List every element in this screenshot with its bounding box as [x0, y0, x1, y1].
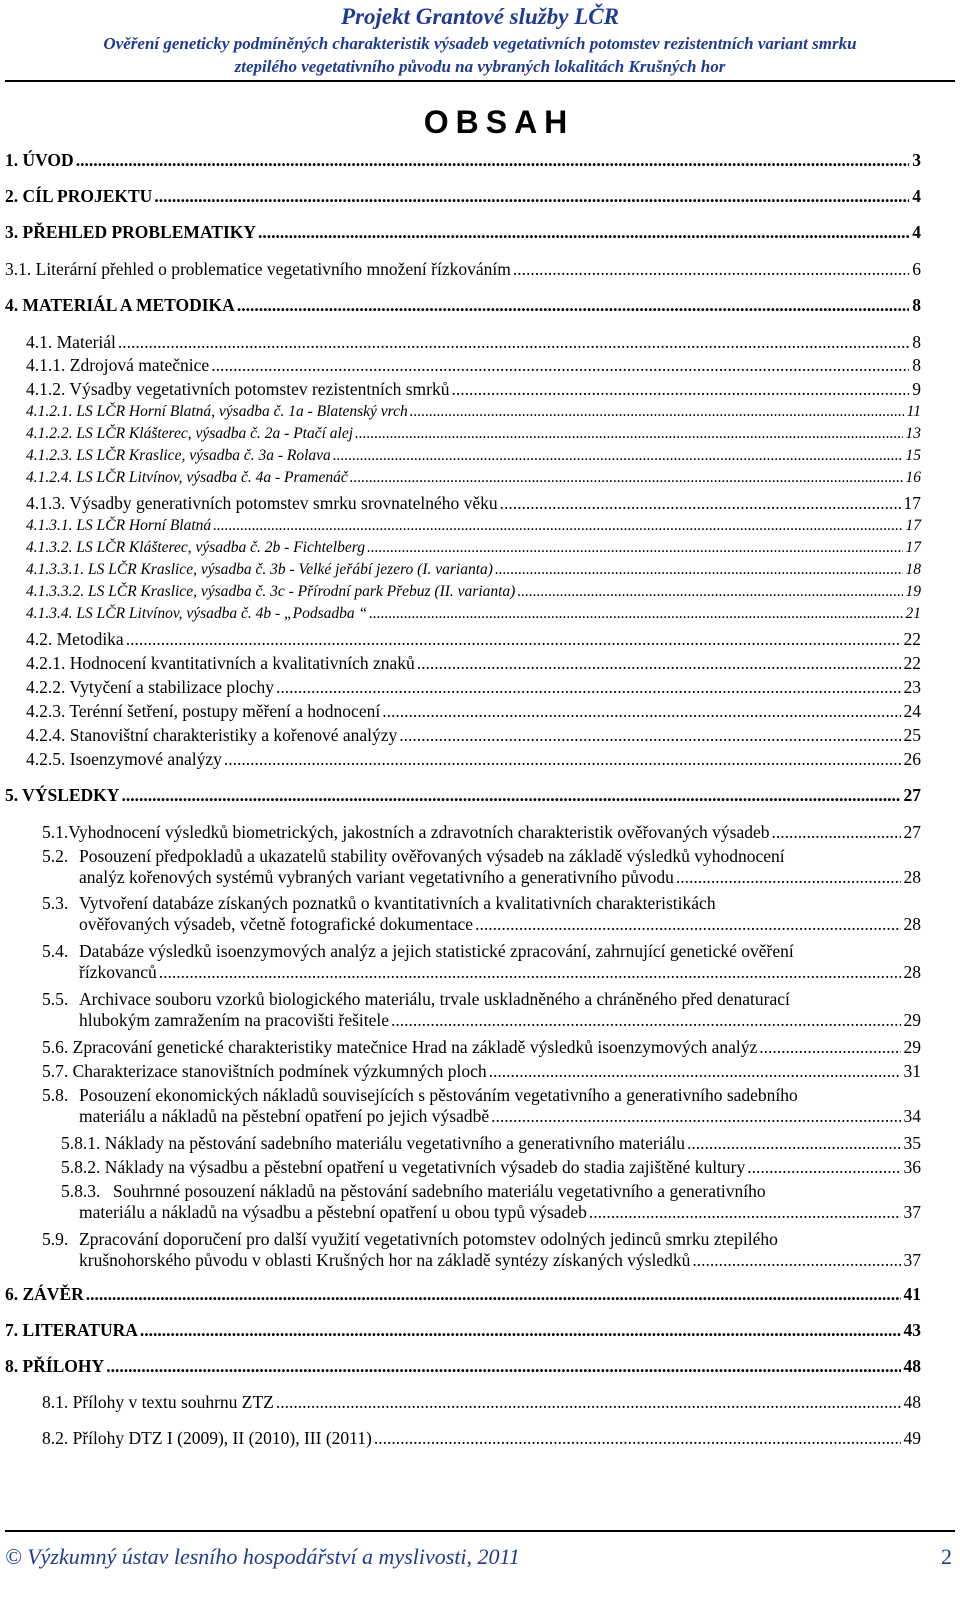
toc-leader: [333, 447, 903, 465]
toc-entry-number: 5.3.: [42, 893, 69, 913]
toc-entry-text: 4.2.3. Terénní šetření, postupy měření a hodnocení: [26, 701, 381, 721]
toc-leader: [121, 785, 900, 806]
toc-entry-5-1[interactable]: [42, 822, 921, 843]
toc-page: 48: [903, 1356, 921, 1376]
toc-leader: [759, 1037, 900, 1058]
toc-entry-text: Souhrnné posouzení nákladů na pěstování sadebního materiálu vegetativního a generativního: [113, 1181, 766, 1201]
toc-leader: [355, 425, 902, 443]
toc-entry-number: 5.8.3.: [61, 1181, 101, 1201]
toc-page: 3: [912, 150, 921, 170]
toc-leader: [491, 1106, 900, 1127]
toc-page: 8: [912, 332, 921, 352]
toc-leader: [118, 332, 909, 353]
project-subtitle-line2: ztepilého vegetativního původu na vybraných lokalitách Krušných hor: [234, 57, 726, 76]
toc-entry-5-7[interactable]: [0, 1061, 960, 1085]
toc-entry-5-8-1[interactable]: [0, 1133, 960, 1157]
toc-entry-5-8[interactable]: [42, 1085, 921, 1127]
toc-entry-3[interactable]: [0, 222, 960, 246]
toc-entry-text: 4.1. Materiál: [26, 332, 116, 352]
toc-entry-text-cont: materiálu a nákladů na výsadbu a pěstební opatření u obou typů výsadeb: [79, 1202, 587, 1222]
toc-entry-4-1-3-4[interactable]: [0, 605, 960, 629]
toc-entry-4-2-1[interactable]: [0, 653, 960, 677]
toc-page: 23: [903, 677, 921, 697]
toc-entry-text: 1. ÚVOD: [5, 150, 74, 170]
toc-entry-6[interactable]: [0, 1284, 960, 1308]
toc-entry-text: 4.1.2. Výsadby vegetativních potomstev rezistentních smrků: [26, 379, 450, 399]
toc-leader: [589, 1202, 901, 1223]
toc-entry-text: Zpracování doporučení pro další využití vegetativních potomstev odolných jedinců smrku ztepilého: [79, 1229, 778, 1249]
toc-entry-number: 5.1.: [42, 822, 69, 842]
toc-entry-4-1-3-3-2[interactable]: [0, 583, 960, 607]
toc-page: 27: [903, 822, 921, 842]
toc-entry-text: 3. PŘEHLED PROBLEMATIKY: [5, 222, 257, 242]
toc-entry-number: 5.9.: [42, 1229, 69, 1249]
toc-entry-4-1-2-3[interactable]: [0, 447, 960, 471]
toc-entry-1[interactable]: [0, 150, 960, 174]
toc-entry-text: 4. MATERIÁL A METODIKA: [5, 295, 235, 315]
toc-entry-5[interactable]: [0, 785, 960, 809]
toc-page: 4: [912, 186, 921, 206]
toc-entry-text: 4.1.3. Výsadby generativních potomstev smrku srovnatelného věku: [26, 493, 498, 513]
toc-page: 24: [903, 701, 921, 721]
toc-entry-text-cont: analýz kořenových systémů vybraných variant vegetativního a generativního původu: [79, 867, 674, 887]
toc-entry-4-1-3[interactable]: [0, 493, 960, 517]
toc-entry-4-1-2-4[interactable]: [0, 469, 960, 493]
toc-page: 29: [903, 1037, 921, 1057]
toc-leader: [106, 1356, 900, 1377]
toc-entry-5-8-2[interactable]: [0, 1157, 960, 1181]
toc-page: 26: [903, 749, 921, 769]
toc-entry-text: Archivace souboru vzorků biologického materiálu, trvale uskladněného a chráněného před denaturací: [79, 989, 790, 1009]
toc-entry-text: 5.8.2. Náklady na výsadbu a pěstební opatření u vegetativních výsadeb do stadia zajištěné kultury: [61, 1157, 746, 1177]
toc-entry-number: 5.2.: [42, 846, 69, 866]
toc-entry-4-1-2[interactable]: [0, 379, 960, 403]
toc-page: 9: [912, 379, 921, 399]
toc-page: 48: [903, 1392, 921, 1412]
toc-entry-5-2[interactable]: [42, 846, 921, 888]
toc-entry-text: 4.2.4. Stanovištní charakteristiky a kořenové analýzy: [26, 725, 398, 745]
toc-page: 27: [903, 785, 921, 805]
toc-leader: [237, 295, 909, 316]
toc-entry-4-1[interactable]: [0, 332, 960, 356]
toc-entry-text: 4.1.2.4. LS LČR Litvínov, výsadba č. 4a - Pramenáč: [26, 469, 348, 486]
toc-entry-text: Posouzení ekonomických nákladů souvisejících s pěstováním vegetativního a generativního sadebního: [79, 1085, 798, 1105]
toc-leader: [500, 493, 901, 514]
toc-entry-7[interactable]: [0, 1320, 960, 1344]
toc-entry-text: Vytvoření databáze získaných poznatků o kvantitativních a kvalitativních charakteristikách: [79, 893, 716, 913]
toc-entry-text: 5.7. Charakterizace stanovištních podmínek výzkumných ploch: [42, 1061, 487, 1081]
toc-entry-3-1[interactable]: [0, 259, 960, 283]
toc-leader: [410, 403, 904, 421]
toc-entry-4-1-3-2[interactable]: [0, 539, 960, 563]
toc-entry-text-cont: ověřovaných výsadeb, včetně fotografické dokumentace: [79, 914, 474, 934]
toc-entry-text: 4.1.1. Zdrojová matečnice: [26, 355, 210, 375]
toc-page: 49: [903, 1428, 921, 1448]
toc-leader: [276, 1392, 901, 1413]
toc-entry-text: 8.2. Přílohy DTZ I (2009), II (2010), III (2011): [42, 1428, 372, 1448]
toc-page: 8: [912, 295, 921, 315]
toc-page: 21: [905, 605, 921, 622]
footer-copyright: © Výzkumný ústav lesního hospodářství a myslivosti, 2011: [5, 1544, 520, 1569]
toc-page: 17: [905, 517, 921, 534]
project-title: Projekt Grantové služby LČR: [341, 4, 619, 29]
toc-entry-text: 4.1.2.1. LS LČR Horní Blatná, výsadba č. 1a - Blatenský vrch: [26, 403, 408, 420]
toc-leader: [417, 653, 901, 674]
toc-entry-text: 6. ZÁVĚR: [5, 1284, 84, 1304]
project-subtitle-line1: Ověření geneticky podmíněných charakteristik výsadeb vegetativních potomstev rezistentních variant smrku: [103, 34, 857, 53]
toc-entry-text: 4.1.3.3.1. LS LČR Kraslice, výsadba č. 3b - Velké jeřábí jezero (I. varianta): [26, 561, 493, 578]
toc-leader: [382, 701, 900, 722]
toc-entry-text: 4.2.2. Vytyčení a stabilizace plochy: [26, 677, 275, 697]
toc-leader: [692, 1250, 900, 1271]
toc-page: 22: [903, 629, 921, 649]
toc-entry-4-1-3-3-1[interactable]: [0, 561, 960, 585]
toc-entry-text: 8. PŘÍLOHY: [5, 1356, 105, 1376]
toc-page: 22: [903, 653, 921, 673]
toc-entry-number: 5.8.: [42, 1085, 69, 1105]
toc-entry-text: 4.1.3.3.2. LS LČR Kraslice, výsadba č. 3c - Přírodní park Přebuz (II. varianta): [26, 583, 516, 600]
toc-leader: [159, 962, 901, 983]
toc-entry-text: 4.1.3.2. LS LČR Klášterec, výsadba č. 2b - Fichtelberg: [26, 539, 365, 556]
toc-page: 16: [905, 469, 921, 486]
toc-entry-text: 4.2.1. Hodnocení kvantitativních a kvalitativních znaků: [26, 653, 415, 673]
toc-leader: [495, 561, 903, 579]
toc-entry-4-2-5[interactable]: [0, 749, 960, 773]
toc-page: 35: [903, 1133, 921, 1153]
toc-leader: [772, 822, 901, 843]
toc-entry-4-2-4[interactable]: [0, 725, 960, 749]
toc-leader: [367, 539, 903, 557]
toc-leader: [369, 605, 902, 623]
toc-leader: [475, 914, 900, 935]
toc-leader: [126, 629, 901, 650]
toc-entry-4-1-2-1[interactable]: [0, 403, 960, 427]
toc-entry-4-2[interactable]: [0, 629, 960, 653]
toc-page: 37: [903, 1202, 921, 1222]
toc-page: 28: [903, 867, 921, 887]
toc-page: 8: [912, 355, 921, 375]
toc-page: 29: [903, 1010, 921, 1030]
toc-entry-8[interactable]: [0, 1356, 960, 1380]
toc-entry-5-6[interactable]: [0, 1037, 960, 1061]
toc-page: 34: [903, 1106, 921, 1126]
toc-entry-text-cont: hlubokým zamražením na pracovišti řešitele: [79, 1010, 390, 1030]
toc-entry-5-3[interactable]: [42, 893, 921, 935]
toc-page: 41: [903, 1284, 921, 1304]
toc-entry-4-2-3[interactable]: [0, 701, 960, 725]
toc-entry-8-2[interactable]: [0, 1428, 960, 1452]
toc-entry-text: Posouzení předpokladů a ukazatelů stability ověřovaných výsadeb na základě výsledků vyhodnocení: [79, 846, 785, 866]
toc-page: 19: [905, 583, 921, 600]
toc-page: 36: [903, 1157, 921, 1177]
toc-page: 43: [903, 1320, 921, 1340]
toc-leader: [140, 1320, 901, 1341]
toc-entry-text: 5.8.1. Náklady na pěstování sadebního materiálu vegetativního a generativního materiálu: [61, 1133, 685, 1153]
toc-entry-4-1-3-1[interactable]: [0, 517, 960, 541]
toc-page: 25: [903, 725, 921, 745]
toc-leader: [676, 867, 901, 888]
toc-leader: [489, 1061, 901, 1082]
toc-leader: [513, 259, 909, 280]
toc-page: 6: [912, 259, 921, 279]
footer-page-number: 2: [941, 1544, 952, 1569]
toc-entry-text-cont: materiálu a nákladů na pěstební opatření po jejich výsadbě: [79, 1106, 490, 1126]
toc-entry-text: 5. VÝSLEDKY: [5, 785, 120, 805]
footer-divider: [5, 1530, 955, 1532]
toc-entry-text: 4.1.2.2. LS LČR Klášterec, výsadba č. 2a - Ptačí alej: [26, 425, 354, 442]
toc-leader: [86, 1284, 901, 1305]
toc-leader: [687, 1133, 901, 1154]
toc-page: 15: [905, 447, 921, 464]
toc-page: 37: [903, 1250, 921, 1270]
toc-entry-5-8-3[interactable]: [61, 1181, 921, 1223]
toc-entry-4-1-2-2[interactable]: [0, 425, 960, 449]
toc-page: 11: [906, 403, 921, 420]
toc-entry-number: 5.5.: [42, 989, 69, 1009]
toc-heading: OBSAH: [423, 104, 575, 140]
toc-entry-text: 8.1. Přílohy v textu souhrnu ZTZ: [42, 1392, 274, 1412]
toc-entry-text: 7. LITERATURA: [5, 1320, 138, 1340]
toc-entry-2[interactable]: [0, 186, 960, 210]
toc-page: 18: [905, 561, 921, 578]
toc-entry-4[interactable]: [0, 295, 960, 319]
toc-leader: [276, 677, 900, 698]
toc-entry-text-cont: krušnohorského původu v oblasti Krušných hor na základě syntézy získaných výsledků: [79, 1250, 691, 1270]
toc-entry-text: 5.6. Zpracování genetické charakteristiky matečnice Hrad na základě výsledků isoenzymových analýz: [42, 1037, 758, 1057]
toc-entry-text: Vyhodnocení výsledků biometrických, jakostních a zdravotních charakteristik ověřovaných výsadeb: [68, 822, 770, 842]
toc-entry-5-4[interactable]: [42, 941, 921, 983]
toc-leader: [154, 186, 909, 207]
toc-leader: [213, 517, 902, 535]
toc-entry-4-2-2[interactable]: [0, 677, 960, 701]
toc-entry-5-5[interactable]: [42, 989, 921, 1031]
toc-leader: [391, 1010, 900, 1031]
toc-leader: [399, 725, 900, 746]
toc-page: 4: [912, 222, 921, 242]
toc-entry-text: 2. CÍL PROJEKTU: [5, 186, 153, 206]
toc-leader: [517, 583, 902, 601]
toc-entry-text: 3.1. Literární přehled o problematice vegetativního množení řízkováním: [5, 259, 511, 279]
toc-entry-number: 5.4.: [42, 941, 69, 961]
toc-page: 13: [905, 425, 921, 442]
toc-entry-5-9[interactable]: [42, 1229, 921, 1271]
toc-entry-text: 4.1.3.1. LS LČR Horní Blatná: [26, 517, 212, 534]
toc-leader: [374, 1428, 901, 1449]
toc-entry-text: Databáze výsledků isoenzymových analýz a jejich statistické zpracování, zahrnující genetické ověření: [79, 941, 794, 961]
page-footer: [0, 1530, 960, 1622]
toc-leader: [258, 222, 909, 243]
toc-entry-8-1[interactable]: [0, 1392, 960, 1416]
toc-entry-text-cont: řízkovanců: [79, 962, 157, 982]
toc-entry-text: 4.2. Metodika: [26, 629, 124, 649]
toc-page: 17: [905, 539, 921, 556]
toc-leader: [211, 355, 909, 376]
toc-leader: [76, 150, 910, 171]
toc-leader: [452, 379, 910, 400]
toc-entry-text: 4.1.3.4. LS LČR Litvínov, výsadba č. 4b - „Podsadba “: [26, 605, 368, 622]
toc-leader: [747, 1157, 900, 1178]
toc-page: 31: [903, 1061, 921, 1081]
toc-leader: [224, 749, 901, 770]
toc-entry-4-1-1[interactable]: [0, 355, 960, 379]
toc-entry-text: 4.1.2.3. LS LČR Kraslice, výsadba č. 3a - Rolava: [26, 447, 331, 464]
toc-page: 28: [903, 914, 921, 934]
toc-entry-text: 4.2.5. Isoenzymové analýzy: [26, 749, 222, 769]
toc-page: 17: [903, 493, 921, 513]
toc-leader: [350, 469, 903, 487]
toc-page: 28: [903, 962, 921, 982]
